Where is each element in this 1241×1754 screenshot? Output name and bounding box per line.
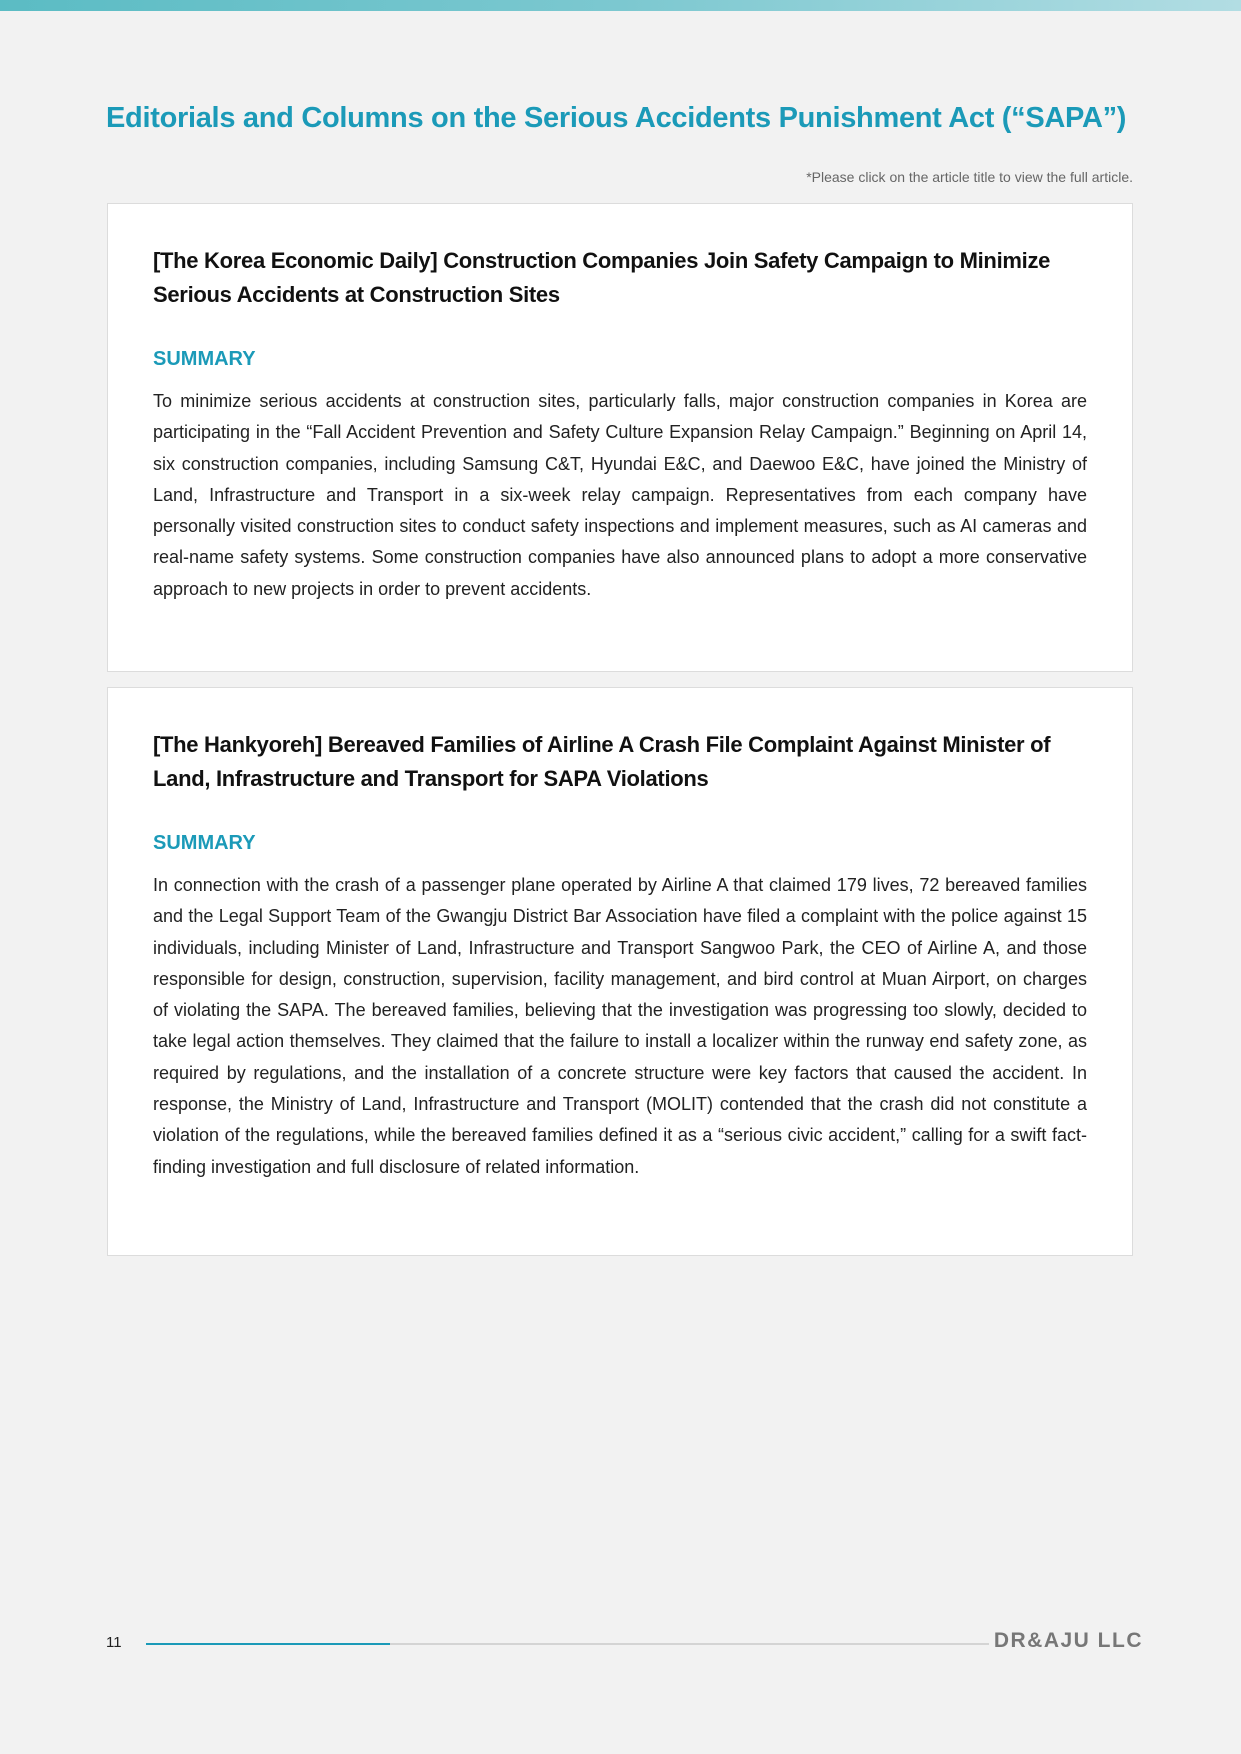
page-title: Editorials and Columns on the Serious Accidents Punishment Act (“SAPA”) bbox=[106, 102, 1127, 134]
article-title-link[interactable]: [The Korea Economic Daily] Construction Companies Join Safety Campaign to Minimize Serious Accidents at Construction Sites bbox=[153, 248, 1051, 307]
summary-text: To minimize serious accidents at construction sites, particularly falls, major construction companies in Korea are participating in the “Fall Accident Prevention and Safety Culture Expansion Relay Campaign.” Beginning on April 14, six construction companies, including Samsung C&T, Hyundai E&C, and Daewoo E&C, have joined the Ministry of Land, Infrastructure and Transport in a six-week relay campaign. Representatives from each company have personally visited construction sites to conduct safety inspections and implement measures, such as AI cameras and real-name safety systems. Some construction companies have also announced plans to adopt a more conservative approach to new projects in order to prevent accidents. bbox=[153, 391, 1087, 599]
footer-progress-track bbox=[146, 1643, 989, 1645]
article-title bbox=[153, 244, 1087, 312]
article-card bbox=[107, 203, 1133, 672]
footer-progress-fill bbox=[146, 1643, 390, 1645]
summary-text: In connection with the crash of a passenger plane operated by Airline A that claimed 179 lives, 72 bereaved families and the Legal Support Team of the Gwangju District Bar Association have filed a complaint with the police against 15 individuals, including Minister of Land, Infrastructure and Transport Sangwoo Park, the CEO of Airline A, and those responsible for design, construction, supervision, facility management, and bird control at Muan Airport, on charges of violating the SAPA. The bereaved families, believing that the investigation was progressing too slowly, decided to take legal action themselves. They claimed that the failure to install a localizer within the runway end safety zone, as required by regulations, and the installation of a concrete structure were key factors that caused the accident. In response, the Ministry of Land, Infrastructure and Transport (MOLIT) contended that the crash did not constitute a violation of the regulations, while the bereaved families defined it as a “serious civic accident,” calling for a swift fact-finding investigation and full disclosure of related information. bbox=[153, 875, 1087, 1177]
article-title-link[interactable]: [The Hankyoreh] Bereaved Families of Airline A Crash File Complaint Against Minister of Land, Infrastructure and Transport for SAPA Violations bbox=[153, 732, 1051, 791]
article-title bbox=[153, 728, 1087, 796]
article-card bbox=[107, 687, 1133, 1256]
summary-label: SUMMARY bbox=[153, 832, 256, 854]
summary-label: SUMMARY bbox=[153, 348, 256, 370]
top-accent-bar bbox=[0, 0, 1241, 11]
article-click-note: *Please click on the article title to view the full article. bbox=[806, 169, 1133, 185]
brand-name: DR&AJU LLC bbox=[993, 1629, 1143, 1652]
page-number: 11 bbox=[106, 1634, 122, 1651]
